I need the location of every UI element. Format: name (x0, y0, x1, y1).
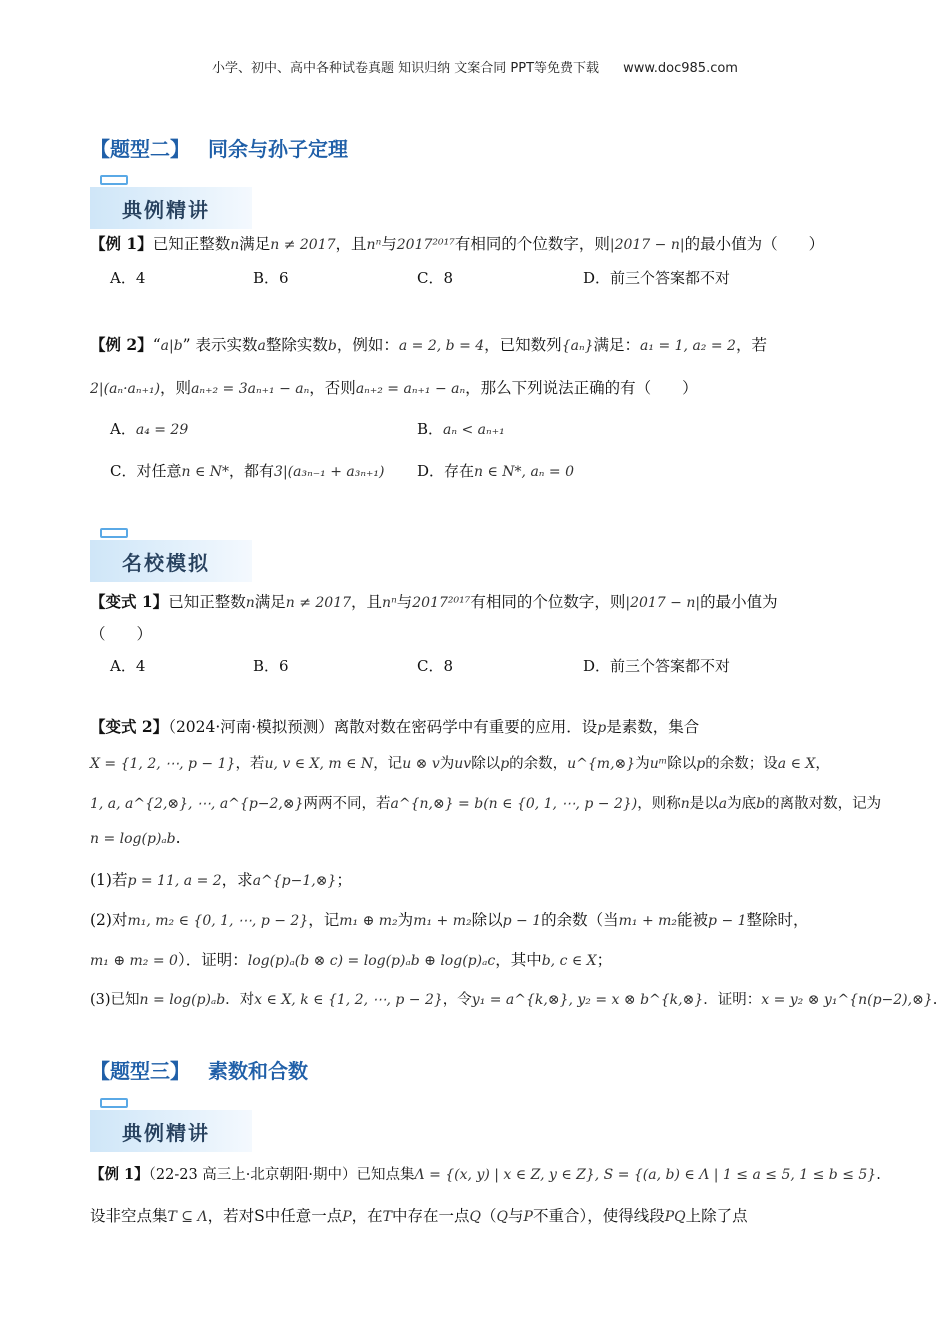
math: log(p)ₐ(b ⊗ c) = log(p)ₐb ⊕ log(p)ₐc (247, 953, 496, 969)
option-b[interactable]: B．6 (253, 657, 289, 675)
section-title: 同余与孙子定理 (208, 137, 348, 161)
text: ．对 (225, 992, 255, 1008)
option-prefix: B． (417, 420, 444, 438)
text: 中存在一点 (392, 1207, 470, 1225)
math: T (382, 1209, 393, 1225)
math: nⁿ (366, 237, 382, 253)
banner-dianli-jingjiang (90, 1098, 252, 1152)
math: m₁ + m₂ (413, 913, 472, 929)
math: a ∈ X (777, 756, 816, 772)
math: m₁ + m₂ (618, 913, 678, 929)
math: 2|(aₙ·aₙ₊₁) (90, 381, 161, 397)
math: m₁ ⊕ m₂ (339, 913, 398, 929)
banner-tab (100, 528, 128, 538)
math: 2017²⁰¹⁷ (396, 237, 455, 253)
math: n ∈ N*, aₙ = 0 (474, 464, 575, 480)
text: 与 (396, 593, 413, 611)
math: b (327, 338, 337, 354)
text: ，否则 (309, 379, 356, 397)
text: 上除了点 (685, 1207, 748, 1225)
section-tag: 【题型二】 (90, 137, 190, 161)
math: x = y₂ ⊗ y₁^{n(p−2),⊗} (761, 992, 933, 1008)
text: 除以 (471, 756, 501, 772)
option-d[interactable] (417, 460, 574, 481)
text: 满足 (254, 593, 286, 611)
section-title: 素数和合数 (208, 1059, 308, 1083)
math: u^{m,⊗} (567, 756, 636, 772)
text: ，则称 (637, 796, 681, 812)
math: |2017 − n| (625, 595, 701, 611)
variant-2-part-1 (90, 868, 352, 890)
question-label: 【例 1】 (90, 1166, 149, 1183)
text: （22-23 高三上·北京朝阳·期中）已知点集 (148, 1167, 415, 1183)
variant-1-question (90, 590, 778, 612)
banner-label: 典例精讲 (122, 198, 210, 222)
text: 两两不同，若 (303, 796, 391, 812)
math: uv (454, 756, 472, 772)
math: n ∈ N* (181, 464, 230, 480)
math: X = {1, 2, ⋯, p − 1} (90, 756, 236, 772)
text: 设非空点集 (90, 1207, 168, 1225)
math: nⁿ (382, 595, 397, 611)
example-3-line-2 (90, 1204, 748, 1226)
text: 能被 (677, 911, 709, 929)
math: |2017 − n| (609, 237, 685, 253)
text: ，例如： (336, 336, 399, 354)
question-label: 【变式 2】 (90, 717, 169, 736)
question-label: 【例 1】 (90, 234, 153, 253)
option-a[interactable]: A．4 (110, 657, 146, 675)
math: aₙ₊₂ = aₙ₊₁ − aₙ (355, 381, 466, 397)
banner-tab (100, 1098, 128, 1108)
text: （2024·河南·模拟预测）离散对数在密码学中有重要的应用．设 (168, 718, 598, 736)
math: u, v ∈ X, m ∈ N (264, 756, 374, 772)
text: 与 (508, 1207, 524, 1225)
example-1-question (90, 232, 824, 254)
text: (1)若 (90, 871, 128, 889)
text: 是素数，集合 (606, 718, 700, 736)
option-b[interactable] (417, 418, 505, 439)
math: a|b (160, 338, 183, 354)
text: ” 表示实数 (182, 336, 258, 354)
option-prefix: A． (110, 420, 136, 438)
section-heading-3 (90, 1055, 308, 1084)
text: ，则 (160, 379, 192, 397)
math: Q (469, 1209, 482, 1225)
text: ，记 (373, 756, 403, 772)
math: a (257, 338, 266, 354)
text: （ (481, 1207, 497, 1225)
math: a = 2, b = 4 (398, 338, 485, 354)
variant-2-part-2-line-2 (90, 948, 612, 970)
text: 有相同的个位数字，则 (470, 593, 626, 611)
text: (2)对 (90, 911, 128, 929)
text: ，若对S中任意一点 (207, 1207, 343, 1225)
text: 的余数；设 (705, 756, 778, 772)
text: 为 (635, 756, 650, 772)
question-label: 【例 2】 (90, 335, 153, 354)
text: 的余数（当 (541, 911, 619, 929)
text: ，求 (221, 871, 253, 889)
banner-mingxiao-moni (90, 528, 252, 582)
text: 的余数， (509, 756, 568, 772)
text: 的最小值为 (700, 593, 778, 611)
math: a^{p−1,⊗} (252, 873, 337, 889)
math: a (718, 796, 728, 812)
text: ，记 (308, 911, 340, 929)
text: ，若 (735, 336, 767, 354)
math: p (500, 756, 510, 772)
text: “ (152, 336, 161, 354)
text: ）．证明： (177, 951, 248, 969)
text: 为 (439, 756, 455, 772)
example-2-line-1 (90, 333, 767, 355)
option-prefix: C．对任意 (110, 462, 182, 480)
option-a[interactable] (110, 418, 188, 439)
math: P (342, 1209, 352, 1225)
math: a^{n,⊗} = b(n ∈ {0, 1, ⋯, p − 2}) (390, 796, 638, 812)
header-url[interactable]: www.doc985.com (623, 61, 738, 76)
option-c[interactable] (110, 460, 384, 481)
math: n = log(p)ₐb (139, 992, 226, 1008)
text: 不重合），使得线段 (532, 1207, 665, 1225)
math: n (230, 237, 240, 253)
math: b, c ∈ X (541, 953, 597, 969)
math: n ≠ 2017 (270, 237, 336, 253)
text: 除以 (667, 756, 697, 772)
text: ，那么下列说法正确的有（ ） (465, 379, 698, 397)
variant-2-part-2-line-1 (90, 908, 809, 930)
math: 1, a, a^{2,⊗}, ⋯, a^{p−2,⊗} (90, 796, 304, 812)
banner-label: 名校模拟 (122, 551, 210, 575)
text: (3)已知 (90, 992, 140, 1008)
math: Λ = {(x, y) | x ∈ Z, y ∈ Z}, S = {(a, b) ∈ Λ | 1 ≤ a ≤ 5, 1 ≤ b ≤ 5} (414, 1167, 877, 1183)
question-label: 【变式 1】 (90, 592, 169, 611)
variant-2-line-3 (90, 792, 881, 813)
math: a₁ = 1, a₂ = 2 (640, 338, 736, 354)
text: 满足： (593, 336, 641, 354)
math: y₁ = a^{k,⊗}, y₂ = x ⊗ b^{k,⊗} (471, 992, 704, 1008)
text: 的最小值为（ ） (684, 235, 825, 253)
math: n ≠ 2017 (285, 595, 352, 611)
text: ； (336, 871, 352, 889)
text: . (932, 992, 938, 1008)
text: ，都有 (229, 462, 275, 480)
math: T ⊆ Λ (167, 1209, 208, 1225)
variant-2-line-1 (90, 715, 699, 737)
math: Q (496, 1209, 509, 1225)
variant-2-line-2 (90, 752, 830, 773)
page-header (0, 57, 950, 76)
math: a₄ = 29 (135, 422, 189, 438)
text: ，在 (351, 1207, 383, 1225)
math: b (756, 796, 766, 812)
text: 除以 (471, 911, 503, 929)
example-2-line-2 (90, 376, 698, 398)
banner-tab (100, 175, 128, 185)
math: u ⊗ v (402, 756, 440, 772)
text: ，且 (351, 593, 383, 611)
text: 与 (381, 235, 397, 253)
math: p − 1 (708, 913, 747, 929)
math: x ∈ X, k ∈ {1, 2, ⋯, p − 2} (254, 992, 443, 1008)
option-c[interactable]: C．8 (417, 269, 454, 287)
variant-2-line-4 (90, 829, 181, 847)
math: {aₙ} (561, 338, 594, 354)
math: PQ (664, 1209, 686, 1225)
math: m₁ ⊕ m₂ = 0 (90, 953, 178, 969)
math: 3|(a₃ₙ₋₁ + a₃ₙ₊₁) (274, 464, 385, 480)
text: ，若 (235, 756, 265, 772)
math: m₁, m₂ ∈ {0, 1, ⋯, p − 2} (127, 913, 309, 929)
math: aₙ < aₙ₊₁ (443, 422, 505, 438)
text: 的离散对数，记为 (765, 796, 882, 812)
text: 已知正整数 (168, 593, 246, 611)
section-heading-2 (90, 133, 348, 162)
math: p (696, 756, 706, 772)
option-prefix: D．存在 (417, 462, 475, 480)
text: 有相同的个位数字，则 (454, 235, 610, 253)
text: ，且 (335, 235, 367, 253)
text: 满足 (239, 235, 271, 253)
math: p − 1 (502, 913, 542, 929)
math: n = log(p)ₐb (90, 831, 176, 847)
option-c[interactable]: C．8 (417, 657, 454, 675)
banner-label: 典例精讲 (122, 1121, 210, 1145)
math: p (597, 720, 607, 736)
text: ； (596, 951, 613, 969)
math: n (680, 796, 690, 812)
banner-dianli-jingjiang (90, 175, 252, 229)
text: ，令 (442, 992, 472, 1008)
math: P (523, 1209, 533, 1225)
example-3-line-1 (90, 1163, 881, 1184)
math: p = 11, a = 2 (127, 873, 222, 889)
text: 为 (397, 911, 414, 929)
text: 是以 (689, 796, 719, 812)
text: 整除时， (746, 911, 809, 929)
text: 整除实数 (265, 336, 328, 354)
math: aₙ₊₂ = 3aₙ₊₁ − aₙ (191, 381, 310, 397)
math: 2017²⁰¹⁷ (412, 595, 471, 611)
option-d[interactable]: D．前三个答案都不对 (583, 657, 731, 675)
option-a[interactable]: A．4 (110, 269, 146, 287)
option-b[interactable]: B．6 (253, 269, 289, 287)
text: . (876, 1167, 881, 1183)
text: . (175, 829, 181, 847)
text: ，已知数列 (484, 336, 562, 354)
section-tag: 【题型三】 (90, 1059, 190, 1083)
text: ，其中 (495, 951, 542, 969)
variant-1-continuation: （ ） (90, 625, 153, 643)
text: 为底 (727, 796, 757, 812)
option-d[interactable]: D．前三个答案都不对 (583, 269, 731, 287)
text: ．证明： (703, 992, 762, 1008)
text: 已知正整数 (152, 235, 231, 253)
header-text: 小学、初中、高中各种试卷真题 知识归纳 文案合同 PPT等免费下载 (212, 61, 600, 76)
text: ， (815, 756, 830, 772)
math: uᵐ (649, 756, 668, 772)
variant-2-part-3 (90, 988, 937, 1009)
math: n (245, 595, 255, 611)
